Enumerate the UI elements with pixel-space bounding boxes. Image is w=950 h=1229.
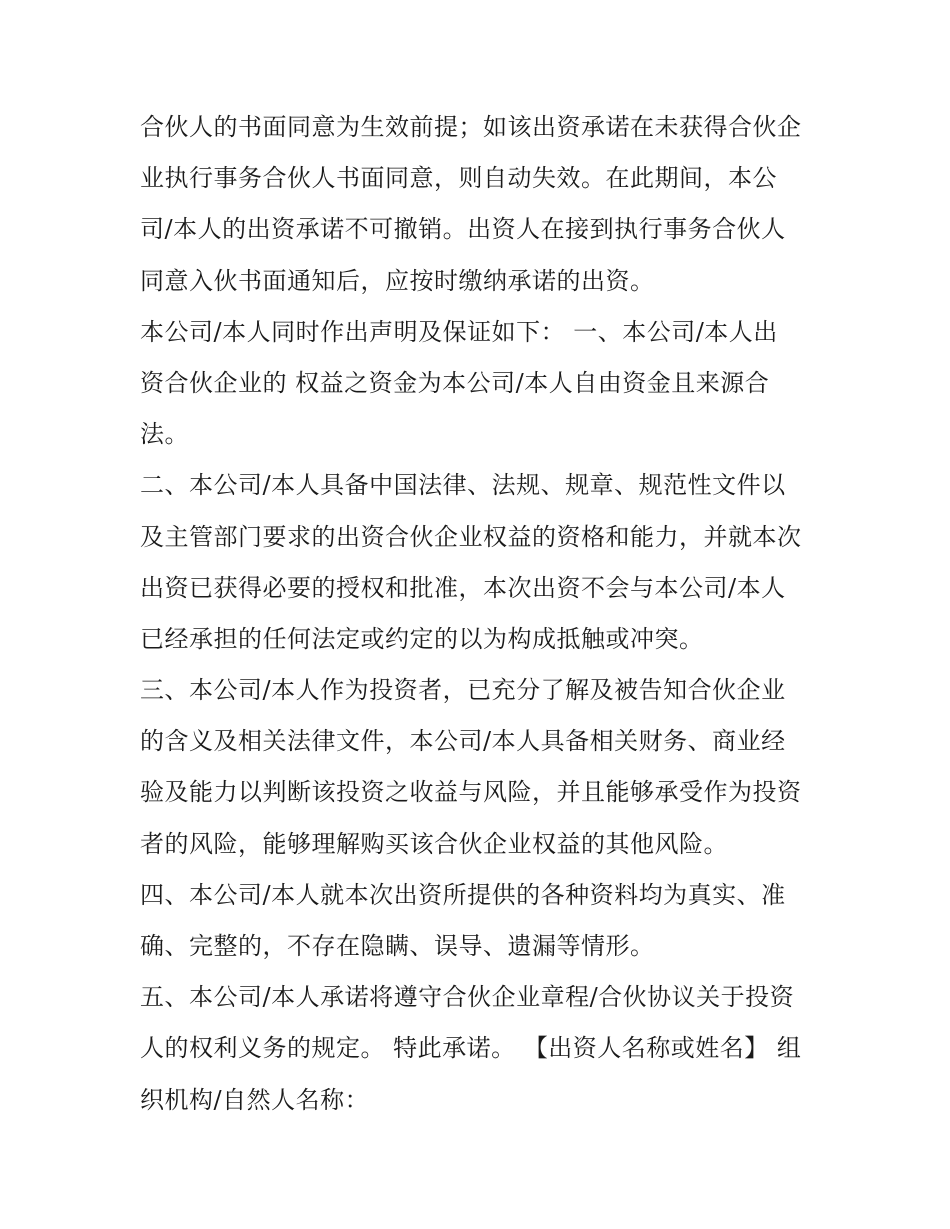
text-line: 五、本公司/本人承诺将遵守合伙企业章程/合伙协议关于投资 [140, 983, 795, 1012]
text-line: 本公司/本人同时作出声明及保证如下： 一、本公司/本人出 [140, 317, 778, 346]
text-line: 验及能力以判断该投资之收益与风险，并且能够承受作为投资 [140, 778, 802, 807]
text-line: 及主管部门要求的出资合伙企业权益的资格和能力，并就本次 [140, 522, 802, 551]
text-line: 的含义及相关法律文件，本公司/本人具备相关财务、商业经 [140, 727, 786, 756]
text-line: 人的权利义务的规定。 特此承诺。 【出资人名称或姓名】 组 [140, 1034, 802, 1063]
text-line: 已经承担的任何法定或约定的以为构成抵触或冲突。 [140, 624, 704, 653]
paragraph-declaration-2 [140, 460, 815, 665]
paragraph-declaration-3 [140, 665, 815, 870]
text-line: 合伙人的书面同意为生效前提；如该出资承诺在未获得合伙企 [140, 113, 802, 141]
text-line: 确、完整的，不存在隐瞒、误导、遗漏等情形。 [140, 932, 655, 960]
paragraph-declaration-5 [140, 972, 815, 1126]
text-line: 四、本公司/本人就本次出资所提供的各种资料均为真实、准 [140, 880, 786, 909]
text-line: 同意入伙书面通知后，应按时缴纳承诺的出资。 [140, 266, 655, 295]
paragraph-declaration-4 [140, 870, 815, 972]
document-body [140, 102, 815, 1126]
paragraph-declaration-1 [140, 307, 815, 461]
text-line: 织机构/自然人名称： [140, 1085, 370, 1114]
text-line: 出资已获得必要的授权和批准，本次出资不会与本公司/本人 [140, 573, 786, 602]
text-line: 司/本人的出资承诺不可撤销。出资人在接到执行事务合伙人 [140, 215, 786, 244]
text-line: 法。 [140, 420, 189, 449]
text-line: 业执行事务合伙人书面同意，则自动失效。在此期间，本公 [140, 164, 777, 193]
text-line: 二、本公司/本人具备中国法律、法规、规章、规范性文件以 [140, 471, 786, 500]
text-line: 者的风险，能够理解购买该合伙企业权益的其他风险。 [140, 829, 728, 858]
text-line: 三、本公司/本人作为投资者，已充分了解及被告知合伙企业 [140, 676, 786, 705]
paragraph-commitment-effect [140, 102, 815, 307]
text-line: 资合伙企业的 权益之资金为本公司/本人自由资金且来源合 [140, 368, 770, 397]
